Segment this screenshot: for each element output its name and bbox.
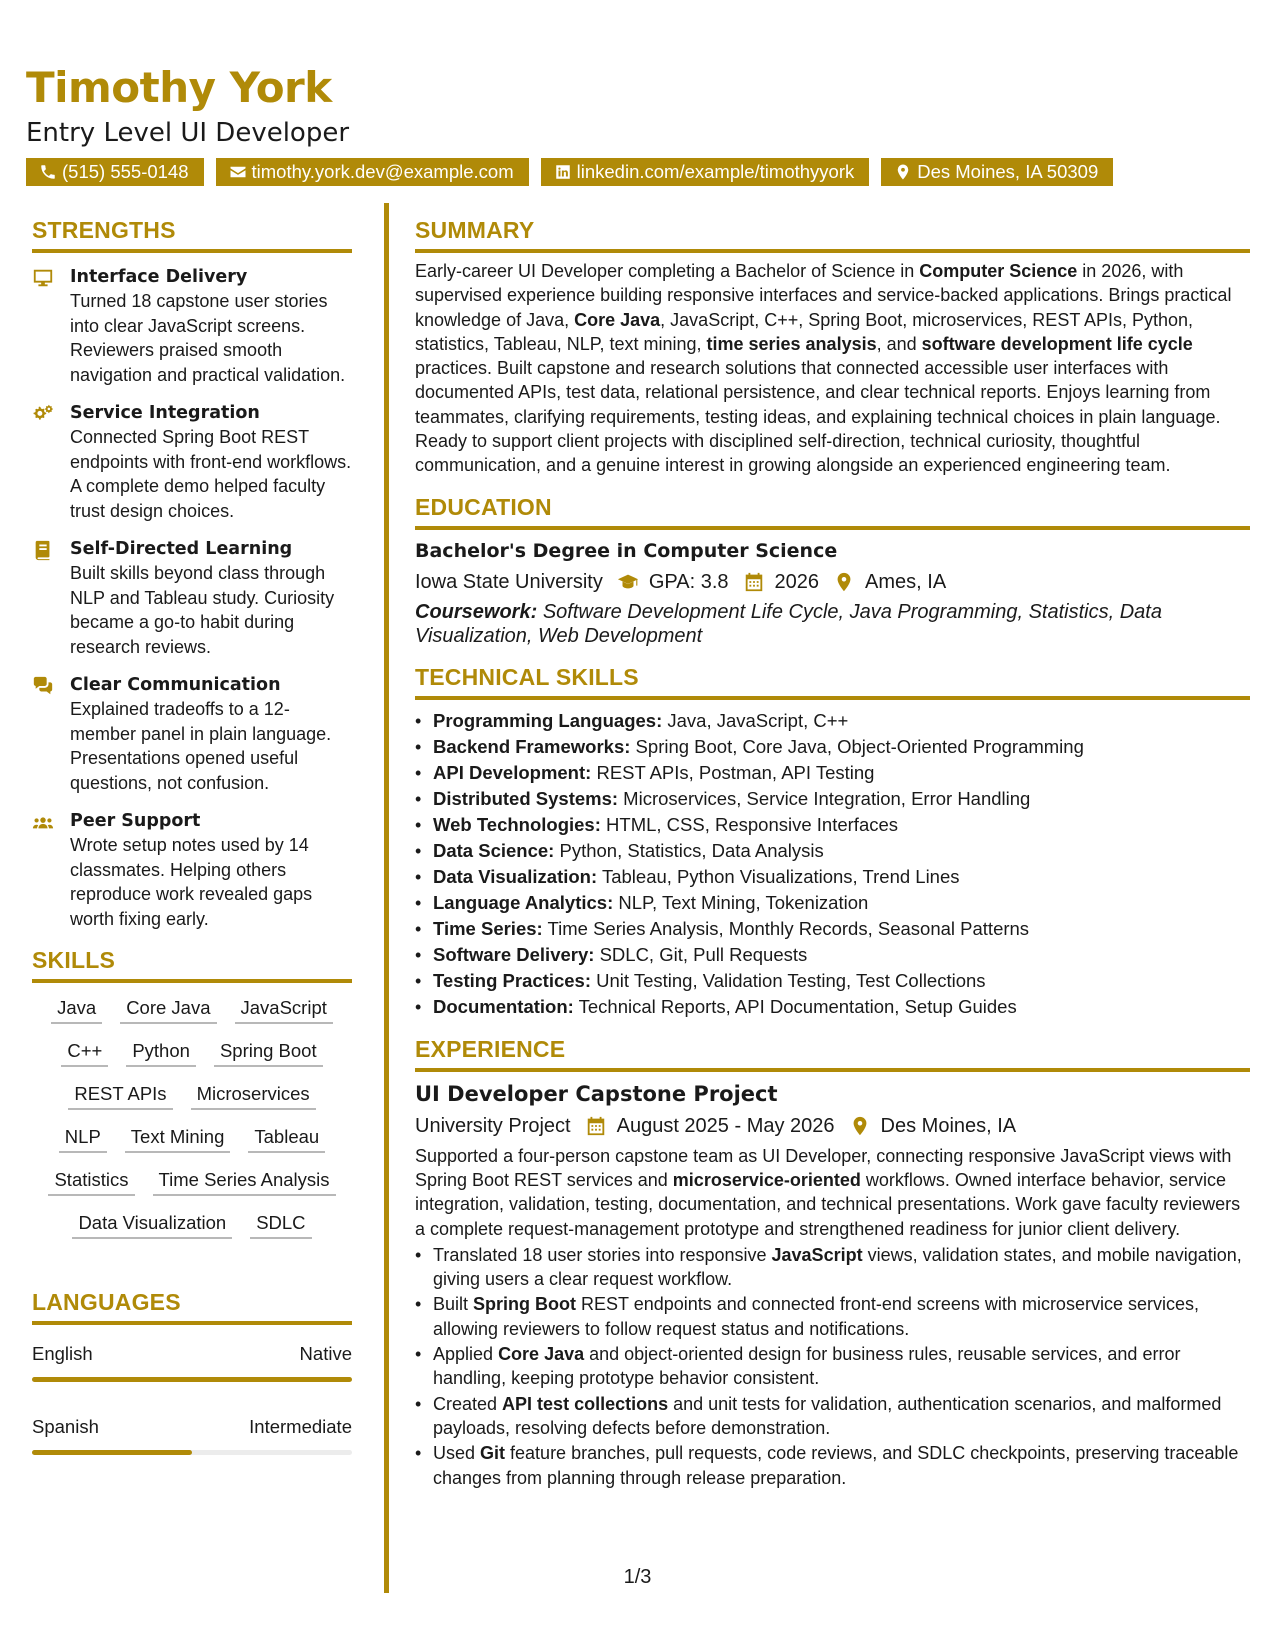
strength-item [32,673,352,795]
job-bullet [415,1441,1250,1490]
job-desc-text: workflows. Owned interface behavior, service integration, validation, testing, documentation, and technical presentations. Work gave faculty reviewers a complete request-management prototype and strengthened readiness for junior client delivery. [415,1169,1241,1239]
technical-skill-label: Software Delivery: [433,943,595,965]
job-bullet-text: and object-oriented design for business rules, reusable services, and error handling, keeping prototype behavior consistent. [433,1344,1181,1389]
language-proficiency-bar [32,1377,352,1382]
job-bullet-text: and unit tests for validation, authentication scenarios, and malformed payloads, resolving defects before demonstration. [433,1393,1222,1438]
summary-bold: time series analysis [706,333,877,354]
map-pin-icon [849,1115,871,1137]
job-bullet-bold: JavaScript [771,1244,863,1265]
job-bullet-bold: Core Java [498,1344,585,1365]
technical-skill-label: Testing Practices: [433,969,591,991]
strength-title: Interface Delivery [70,267,248,287]
monitor-icon [32,267,54,289]
technical-skill-value: Technical Reports, API Documentation, Setup Guides [573,995,1017,1017]
language-proficiency-fill [32,1450,192,1455]
strength-item [32,809,352,931]
technical-skill-value: HTML, CSS, Responsive Interfaces [600,813,899,835]
job-dates: August 2025 - May 2026 [616,1114,835,1137]
strength-desc: Connected Spring Boot REST endpoints with front-end workflows. A complete demo helped faculty trust design choices. [70,427,352,521]
summary-bold: Computer Science [919,261,1078,281]
technical-skill-label: Documentation: [433,995,574,1017]
job-bullet-text: Created [433,1393,503,1414]
technical-skill-item [415,890,1250,916]
technical-skill-label: Web Technologies: [433,813,601,835]
summary-bold: software development life cycle [921,333,1193,354]
education-section [415,492,1250,648]
technical-skill-item [415,708,1250,734]
contact-linkedin[interactable] [541,158,870,186]
technical-skills-heading: TECHNICAL SKILLS [415,662,1250,700]
skills-tags [32,995,352,1239]
language-name: Spanish [32,1416,99,1437]
job-org: University Project [415,1114,571,1137]
summary-text [415,259,1250,478]
strength-desc: Turned 18 capstone user stories into clear JavaScript screens. Reviewers praised smooth navigation and practical validation. [70,291,346,385]
contact-linkedin-text: linkedin.com/example/timothyyork [576,161,855,182]
summary-text: , and [876,333,922,354]
technical-skill-value: SDLC, Git, Pull Requests [594,943,808,965]
coursework [415,600,1250,648]
strength-title: Self-Directed Learning [70,539,293,559]
language-proficiency-fill [32,1377,352,1382]
technical-skill-item [415,994,1250,1020]
language-level: Native [299,1343,352,1364]
technical-skills-section [415,662,1250,1020]
technical-skill-label: Programming Languages: [433,709,663,731]
experience-section [415,1034,1250,1490]
column-divider [384,203,389,1593]
summary-bold: Core Java [574,309,661,330]
skill-tag: Python [126,1038,196,1067]
candidate-name: Timothy York [26,63,332,112]
job-bullet-text: feature branches, pull requests, code reviews, and SDLC checkpoints, preserving traceable changes from planning through release preparation. [433,1443,1239,1488]
language-proficiency-bar [32,1450,352,1455]
job-desc-text: Supported a four-person capstone team as UI Developer, connecting responsive JavaScript views with Spring Boot REST services and [415,1145,1232,1190]
contact-location [881,158,1113,186]
technical-skill-item [415,968,1250,994]
job-bullet-text: Translated 18 user stories into responsive [433,1244,772,1265]
skill-tag: Core Java [120,995,216,1024]
strength-desc: Wrote setup notes used by 14 classmates. Helping others reproduce work revealed gaps worth fixing early. [70,835,313,929]
book-icon [32,539,54,561]
graduation-cap-icon [617,571,639,593]
skill-tag: Statistics [48,1167,134,1196]
job-bullet-text: views, validation states, and mobile navigation, giving users a clear request workflow. [433,1244,1242,1290]
strength-item [32,537,352,659]
technical-skill-item [415,942,1250,968]
calendar-icon [743,571,765,593]
contact-phone[interactable] [26,158,204,186]
technical-skill-value: Spring Boot, Core Java, Object-Oriented Programming [630,735,1084,757]
technical-skill-value: Tableau, Python Visualizations, Trend Lines [597,865,960,887]
strengths-list [32,265,352,931]
education-heading: EDUCATION [415,492,1250,530]
languages-heading: LANGUAGES [32,1287,352,1325]
language-row [32,1414,352,1440]
strength-item [32,265,352,387]
strengths-heading: STRENGTHS [32,215,352,253]
job-bullet-text: REST endpoints and connected front-end screens with microservice services, allowing reviewers to follow request status and notifications. [433,1294,1199,1339]
job-bullet [415,1342,1250,1391]
skill-tag: Microservices [191,1081,316,1110]
left-column [32,215,352,1487]
technical-skills-list [415,708,1250,1020]
contact-email-text: timothy.york.dev@example.com [251,161,514,182]
resume-header [26,62,1246,186]
skill-tag: Tableau [248,1124,325,1153]
skill-tag: Text Mining [125,1124,231,1153]
job-bullet-text: Built [433,1294,474,1315]
technical-skill-label: Language Analytics: [433,891,614,913]
technical-skill-label: Data Science: [433,839,555,861]
job-bullet-text: Used [433,1443,481,1464]
technical-skill-value: Microservices, Service Integration, Error Handling [618,787,1031,809]
technical-skill-value: Java, JavaScript, C++ [662,709,849,731]
summary-heading: SUMMARY [415,215,1250,253]
gpa: GPA: 3.8 [648,570,729,593]
contact-row [26,158,1246,186]
chat-icon [32,675,54,697]
candidate-role: Entry Level UI Developer [26,118,350,148]
job-bullets [415,1243,1250,1490]
technical-skill-item [415,838,1250,864]
school-name: Iowa State University [415,570,603,593]
technical-skill-label: Backend Frameworks: [433,735,631,757]
map-pin-icon [833,571,855,593]
contact-location-text: Des Moines, IA 50309 [917,161,1099,182]
language-level: Intermediate [249,1416,352,1437]
language-name: English [32,1343,93,1364]
skills-heading: SKILLS [32,945,352,983]
summary-text: practices. Built capstone and research solutions that connected accessible user interfaces with documented APIs, test data, relational persistence, and clear technical reports. Enjoys learning from teammates, clarifying requirements, testing ideas, and explaining technical choices in plain language. Ready to support client projects with disciplined self-direction, technical curiosity, thoughtful communication, and a genuine interest in growing alongside an experienced engineering team. [415,358,1221,476]
strength-desc: Explained tradeoffs to a 12-member panel in plain language. Presentations opened useful questions, not confusion. [70,699,332,793]
skill-tag: Time Series Analysis [153,1167,336,1196]
languages-list [32,1341,352,1455]
skill-tag: NLP [59,1124,107,1153]
language-row [32,1341,352,1367]
technical-skill-value: REST APIs, Postman, API Testing [591,761,875,783]
technical-skill-item [415,812,1250,838]
right-column [415,215,1250,1491]
summary-text: Early-career UI Developer completing a Bachelor of Science in [415,261,920,281]
people-icon [32,811,54,833]
technical-skill-value: NLP, Text Mining, Tokenization [613,891,869,913]
job-bullet [415,1392,1250,1441]
technical-skill-item [415,734,1250,760]
skill-tag: JavaScript [235,995,333,1024]
linkedin-icon [554,163,572,181]
strength-desc: Built skills beyond class through NLP and Tableau study. Curiosity became a go-to habit during research reviews. [70,563,335,657]
coursework-label: Coursework: [415,600,538,623]
school-location: Ames, IA [865,570,947,593]
technical-skill-item [415,864,1250,890]
job-bullet [415,1243,1250,1292]
skill-tag: Spring Boot [214,1038,323,1067]
degree-title: Bachelor's Degree in Computer Science [415,539,838,562]
contact-phone-text: (515) 555-0148 [62,161,189,182]
technical-skill-item [415,916,1250,942]
strength-title: Service Integration [70,403,260,423]
phone-icon [39,163,57,181]
technical-skill-item [415,760,1250,786]
skill-tag: REST APIs [68,1081,172,1110]
technical-skill-value: Unit Testing, Validation Testing, Test Collections [591,969,986,991]
technical-skill-value: Time Series Analysis, Monthly Records, Seasonal Patterns [542,917,1030,939]
job-bullet-bold: Git [480,1443,506,1464]
summary-text: , JavaScript, C++, Spring Boot, microservices, REST APIs, Python, statistics, Tableau, NLP, text mining, [415,309,1194,354]
graduation-year: 2026 [774,570,820,593]
job-description [415,1144,1250,1241]
job-desc-bold: microservice-oriented [672,1169,861,1190]
calendar-icon [585,1115,607,1137]
experience-heading: EXPERIENCE [415,1034,1250,1072]
envelope-icon [229,163,247,181]
technical-skill-label: Distributed Systems: [433,787,619,809]
gears-icon [32,403,54,425]
technical-skill-item [415,786,1250,812]
education-meta [415,568,1250,596]
skill-tag: SDLC [250,1210,311,1239]
skill-tag: Data Visualization [72,1210,232,1239]
page-number: 1/3 [623,1566,652,1588]
strength-item [32,401,352,523]
coursework-list: Software Development Life Cycle, Java Programming, Statistics, Data Visualization, Web Development [415,600,1162,647]
summary-text: in 2026, with supervised experience building responsive interfaces and service-backed applications. Brings practical knowledge of Java, [415,261,1232,330]
job-meta [415,1112,1250,1140]
job-title: UI Developer Capstone Project [415,1081,778,1106]
job-bullet-bold: Spring Boot [473,1294,577,1315]
job-location: Des Moines, IA [880,1114,1017,1137]
technical-skill-label: API Development: [433,761,592,783]
job-bullet [415,1292,1250,1341]
strength-title: Peer Support [70,811,201,831]
technical-skill-label: Time Series: [433,917,543,939]
technical-skill-value: Python, Statistics, Data Analysis [554,839,824,861]
summary-section [415,215,1250,478]
map-pin-icon [894,163,912,181]
technical-skill-label: Data Visualization: [433,865,598,887]
contact-email[interactable] [216,158,529,186]
strength-title: Clear Communication [70,675,281,695]
job-bullet-text: Applied [433,1344,499,1365]
job-bullet-bold: API test collections [502,1393,669,1414]
skill-tag: C++ [61,1038,108,1067]
skill-tag: Java [51,995,102,1024]
